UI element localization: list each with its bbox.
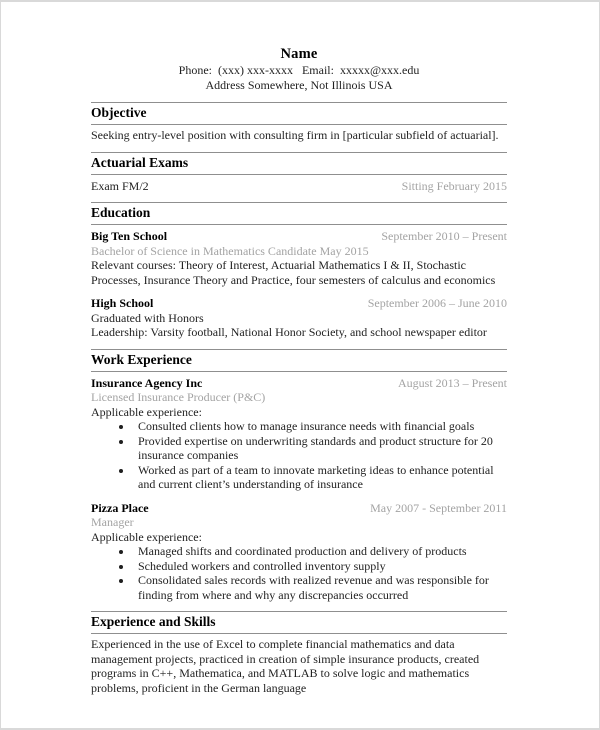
school-name: Big Ten School: [91, 229, 168, 243]
section-title-experience-and-skills: Experience and Skills: [91, 614, 216, 629]
section-title-actuarial-exams: Actuarial Exams: [91, 154, 189, 170]
section-education: [91, 202, 507, 340]
education-entry: [91, 229, 507, 287]
job-company: Insurance Agency Inc: [91, 375, 203, 390]
resume-header: [91, 46, 507, 93]
job-entry: [91, 376, 507, 492]
section-divider: [91, 124, 507, 125]
job-bullet-list: [91, 544, 507, 602]
education-entry-head: [91, 229, 507, 244]
education-entry: [91, 296, 507, 340]
section-title-objective: Objective: [91, 105, 147, 120]
job-bullet: • Provided expertise on underwriting standards and product structure for 20 insurance companies: [133, 434, 507, 463]
school-detail: Leadership: Varsity football, National Honor Society, and school newspaper editor: [91, 325, 487, 339]
section-divider: [91, 224, 507, 225]
school-honors: Graduated with Honors: [91, 310, 204, 325]
objective-text: Seeking entry-level position with consulting firm in [particular subfield of actuarial].: [91, 128, 499, 142]
section-divider: [91, 174, 507, 175]
section-title-education: Education: [91, 205, 151, 220]
resume-name: Name: [280, 46, 318, 62]
section-title-work-experience: Work Experience: [91, 351, 192, 367]
address-line: Address Somewhere, Not Illinois USA: [205, 78, 393, 92]
education-entry-head: [91, 296, 507, 311]
section-divider: [91, 633, 507, 634]
job-role: Licensed Insurance Producer (P&C): [91, 390, 266, 404]
job-bullet: • Managed shifts and coordinated production and delivery of products: [133, 544, 507, 559]
job-date: May 2007 - September 2011: [370, 500, 507, 515]
job-bullet-list: [91, 419, 507, 492]
exam-name: Exam FM/2: [91, 178, 149, 193]
contact-line: Phone: (xxx) xxx-xxxx Email: xxxxx@xxx.edu: [178, 63, 420, 77]
section-actuarial-exams: [91, 152, 507, 194]
job-lead-in: Applicable experience:: [91, 529, 202, 544]
job-entry-head: [91, 501, 507, 516]
job-bullet: • Scheduled workers and controlled inventory supply: [133, 559, 507, 574]
job-entry-head: [91, 376, 507, 391]
skills-text: Experienced in the use of Excel to complete financial mathematics and data management projects, practiced in creation of simple insurance products, created programs in C++, Mathematica, and MATLAB to solve logic and mathematics problems, proficient in the German language: [91, 637, 480, 695]
school-date: September 2006 – June 2010: [367, 296, 507, 310]
school-degree: Bachelor of Science in Mathematics Candidate May 2015: [91, 243, 369, 258]
section-objective: [91, 102, 507, 143]
exam-date: Sitting February 2015: [401, 178, 507, 193]
job-entry: [91, 501, 507, 603]
job-bullet: • Consolidated sales records with realized revenue and was responsible for finding from where and why any discrepancies occurred: [133, 573, 507, 602]
section-experience-and-skills: [91, 611, 507, 695]
job-role: Manager: [91, 515, 134, 529]
school-detail: Relevant courses: Theory of Interest, Actuarial Mathematics I & II, Stochastic Processes, Insurance Theory and Practice, four semesters of calculus and economics: [91, 258, 496, 287]
job-company: Pizza Place: [91, 500, 149, 515]
school-date: September 2010 – Present: [381, 229, 507, 243]
school-name: High School: [91, 296, 154, 310]
job-lead-in: Applicable experience:: [91, 404, 202, 419]
job-bullet: • Consulted clients how to manage insurance needs with financial goals: [133, 419, 507, 434]
job-date: August 2013 – Present: [398, 375, 507, 390]
job-bullet: • Worked as part of a team to innovate marketing ideas to enhance potential and current client’s understanding of insurance: [133, 463, 507, 492]
exam-row: [91, 179, 507, 194]
section-work-experience: [91, 349, 507, 603]
section-divider: [91, 371, 507, 372]
